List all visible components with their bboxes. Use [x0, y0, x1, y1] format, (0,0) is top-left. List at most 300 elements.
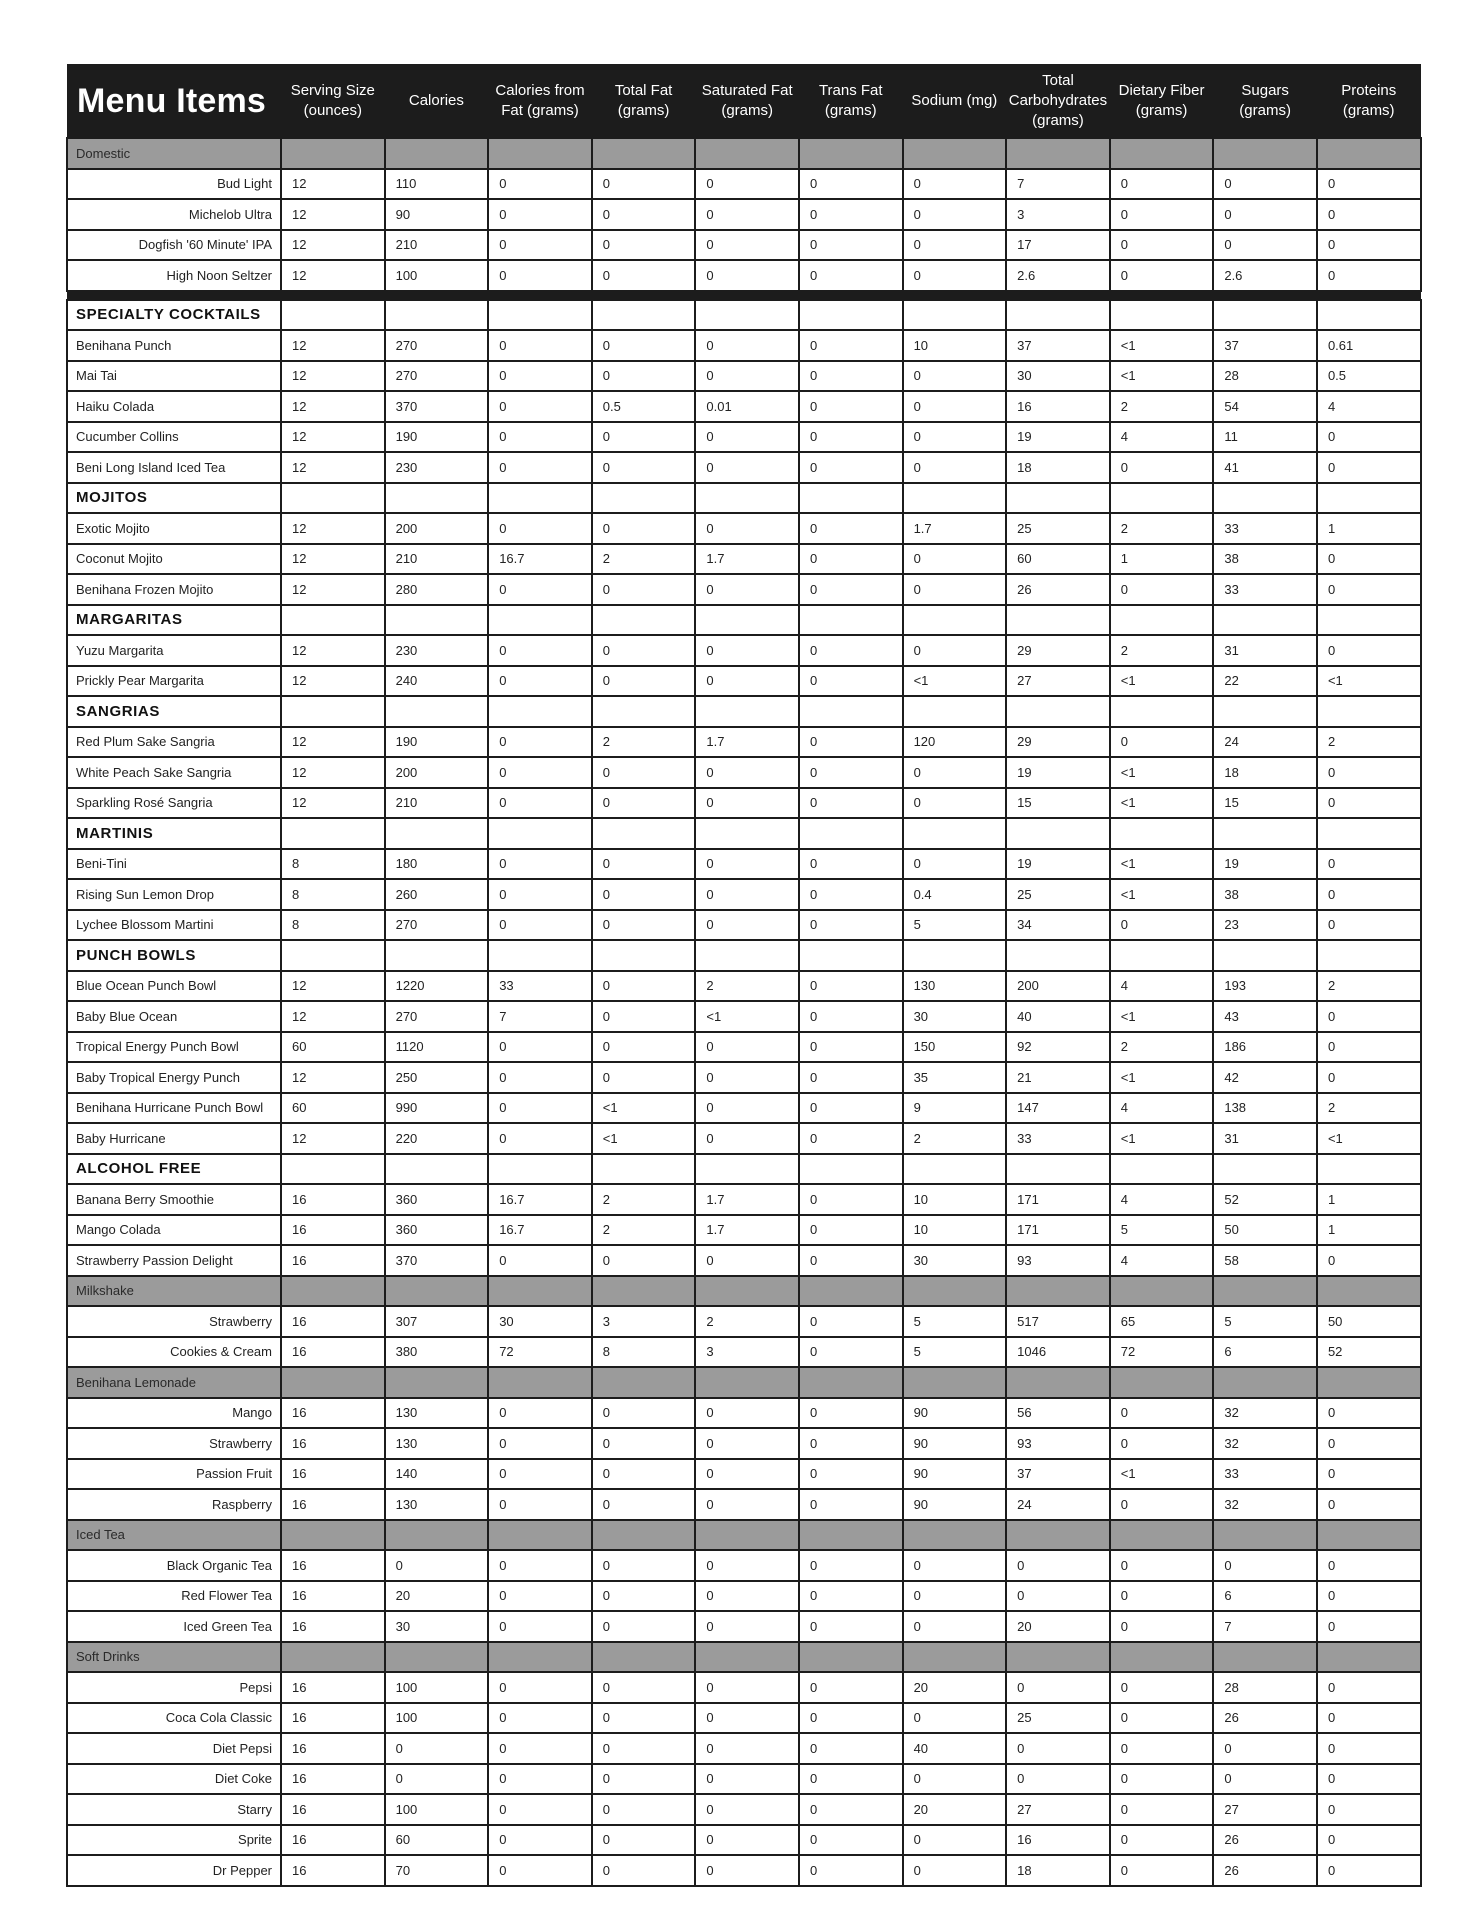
- value-cell: 0: [695, 199, 799, 230]
- value-cell: 24: [1006, 1489, 1110, 1520]
- value-cell: 270: [385, 361, 489, 392]
- item-name: Raspberry: [67, 1489, 281, 1520]
- value-cell: 0: [695, 169, 799, 200]
- value-cell: 16: [281, 1428, 385, 1459]
- value-cell: 0: [592, 1001, 696, 1032]
- value-cell: 0: [695, 1398, 799, 1429]
- value-cell: 40: [903, 1733, 1007, 1764]
- table-row: [67, 1398, 1421, 1429]
- empty-cell: [1317, 1367, 1421, 1398]
- value-cell: 186: [1213, 1032, 1317, 1063]
- empty-cell: [903, 1642, 1007, 1673]
- value-cell: 8: [281, 879, 385, 910]
- value-cell: 60: [1006, 544, 1110, 575]
- value-cell: 18: [1006, 1855, 1110, 1886]
- section-separator: [67, 291, 1421, 300]
- value-cell: 27: [1006, 1794, 1110, 1825]
- value-cell: 0: [799, 230, 903, 261]
- value-cell: 30: [1006, 361, 1110, 392]
- value-cell: 2: [1110, 635, 1214, 666]
- column-header-total-fat: Total Fat (grams): [592, 64, 696, 138]
- table-row: [67, 1215, 1421, 1246]
- value-cell: 16.7: [488, 544, 592, 575]
- table-row: [67, 1245, 1421, 1276]
- value-cell: 90: [903, 1459, 1007, 1490]
- value-cell: 210: [385, 544, 489, 575]
- item-name: Mai Tai: [67, 361, 281, 392]
- empty-cell: [799, 605, 903, 636]
- value-cell: 4: [1110, 1093, 1214, 1124]
- empty-cell: [799, 1520, 903, 1551]
- value-cell: 0: [1110, 1794, 1214, 1825]
- value-cell: 130: [903, 971, 1007, 1002]
- value-cell: 0: [1317, 1428, 1421, 1459]
- value-cell: 0: [799, 361, 903, 392]
- value-cell: 0: [592, 574, 696, 605]
- value-cell: 0: [695, 1093, 799, 1124]
- empty-cell: [1006, 1154, 1110, 1185]
- section-header-row: [67, 1642, 1421, 1673]
- value-cell: 0: [799, 1032, 903, 1063]
- empty-cell: [1110, 300, 1214, 331]
- table-row: [67, 635, 1421, 666]
- value-cell: 0: [1110, 169, 1214, 200]
- item-name: Michelob Ultra: [67, 199, 281, 230]
- value-cell: 270: [385, 1001, 489, 1032]
- value-cell: 0: [1317, 1459, 1421, 1490]
- value-cell: 72: [1110, 1337, 1214, 1368]
- item-name: Red Plum Sake Sangria: [67, 727, 281, 758]
- value-cell: 250: [385, 1062, 489, 1093]
- value-cell: 5: [1213, 1306, 1317, 1337]
- table-title: Menu Items: [67, 64, 281, 138]
- value-cell: 0: [1317, 1032, 1421, 1063]
- table-row: [67, 1794, 1421, 1825]
- value-cell: 0: [1006, 1672, 1110, 1703]
- value-cell: 2: [1110, 513, 1214, 544]
- value-cell: 0: [592, 757, 696, 788]
- empty-cell: [488, 696, 592, 727]
- value-cell: 0: [488, 1825, 592, 1856]
- value-cell: 12: [281, 1062, 385, 1093]
- value-cell: <1: [1110, 879, 1214, 910]
- item-name: Baby Tropical Energy Punch: [67, 1062, 281, 1093]
- value-cell: 0: [799, 574, 903, 605]
- value-cell: 0: [695, 1123, 799, 1154]
- value-cell: 0: [799, 452, 903, 483]
- item-name: Mango Colada: [67, 1215, 281, 1246]
- section-title: MOJITOS: [67, 483, 281, 514]
- value-cell: 6: [1213, 1337, 1317, 1368]
- value-cell: 0: [799, 1550, 903, 1581]
- item-name: Lychee Blossom Martini: [67, 910, 281, 941]
- value-cell: 0: [592, 910, 696, 941]
- value-cell: 0: [488, 849, 592, 880]
- value-cell: 16: [281, 1825, 385, 1856]
- value-cell: 0: [799, 1581, 903, 1612]
- value-cell: 0: [1317, 574, 1421, 605]
- value-cell: 11: [1213, 422, 1317, 453]
- value-cell: 3: [592, 1306, 696, 1337]
- item-name: Benihana Punch: [67, 330, 281, 361]
- empty-cell: [1213, 138, 1317, 169]
- item-name: Starry: [67, 1794, 281, 1825]
- value-cell: 0: [592, 971, 696, 1002]
- value-cell: <1: [1317, 1123, 1421, 1154]
- empty-cell: [488, 1367, 592, 1398]
- value-cell: 0: [799, 879, 903, 910]
- empty-cell: [1006, 818, 1110, 849]
- value-cell: 380: [385, 1337, 489, 1368]
- value-cell: 210: [385, 230, 489, 261]
- table-header-row: [67, 64, 1421, 138]
- value-cell: 0: [592, 849, 696, 880]
- value-cell: 2.6: [1006, 260, 1110, 291]
- value-cell: 32: [1213, 1428, 1317, 1459]
- value-cell: 0: [1110, 230, 1214, 261]
- value-cell: 0: [592, 1489, 696, 1520]
- value-cell: <1: [1317, 666, 1421, 697]
- item-name: Mango: [67, 1398, 281, 1429]
- value-cell: <1: [1110, 849, 1214, 880]
- value-cell: 140: [385, 1459, 489, 1490]
- value-cell: 12: [281, 513, 385, 544]
- value-cell: 0: [695, 1733, 799, 1764]
- value-cell: 12: [281, 452, 385, 483]
- value-cell: 12: [281, 361, 385, 392]
- value-cell: 1: [1110, 544, 1214, 575]
- value-cell: 34: [1006, 910, 1110, 941]
- value-cell: 0: [695, 260, 799, 291]
- value-cell: 16: [281, 1215, 385, 1246]
- value-cell: 0: [592, 1703, 696, 1734]
- value-cell: 0: [488, 1459, 592, 1490]
- value-cell: 0: [1317, 544, 1421, 575]
- value-cell: 21: [1006, 1062, 1110, 1093]
- empty-cell: [385, 483, 489, 514]
- item-name: Diet Coke: [67, 1764, 281, 1795]
- table-row: [67, 879, 1421, 910]
- value-cell: 0: [799, 1825, 903, 1856]
- value-cell: 0: [1317, 757, 1421, 788]
- empty-cell: [1213, 605, 1317, 636]
- value-cell: 0: [695, 513, 799, 544]
- value-cell: 230: [385, 452, 489, 483]
- value-cell: 0: [1317, 635, 1421, 666]
- section-title: Iced Tea: [67, 1520, 281, 1551]
- value-cell: 0: [695, 849, 799, 880]
- value-cell: 100: [385, 1794, 489, 1825]
- value-cell: 2: [903, 1123, 1007, 1154]
- item-name: White Peach Sake Sangria: [67, 757, 281, 788]
- empty-cell: [695, 1367, 799, 1398]
- value-cell: 0: [1317, 1825, 1421, 1856]
- value-cell: 12: [281, 574, 385, 605]
- value-cell: 12: [281, 199, 385, 230]
- empty-cell: [1213, 1367, 1317, 1398]
- empty-cell: [1110, 818, 1214, 849]
- value-cell: 20: [1006, 1611, 1110, 1642]
- value-cell: 0: [799, 727, 903, 758]
- value-cell: 15: [1006, 788, 1110, 819]
- value-cell: 90: [903, 1489, 1007, 1520]
- value-cell: 0: [695, 788, 799, 819]
- value-cell: 0: [488, 391, 592, 422]
- table-row: [67, 757, 1421, 788]
- value-cell: 0: [1317, 1794, 1421, 1825]
- item-name: Benihana Frozen Mojito: [67, 574, 281, 605]
- empty-cell: [281, 818, 385, 849]
- value-cell: 0: [1110, 1825, 1214, 1856]
- value-cell: 171: [1006, 1184, 1110, 1215]
- value-cell: 90: [903, 1398, 1007, 1429]
- value-cell: 0: [488, 1764, 592, 1795]
- value-cell: 307: [385, 1306, 489, 1337]
- item-name: Beni-Tini: [67, 849, 281, 880]
- value-cell: 0: [592, 1825, 696, 1856]
- empty-cell: [695, 1154, 799, 1185]
- value-cell: 0: [488, 1489, 592, 1520]
- item-name: Dr Pepper: [67, 1855, 281, 1886]
- empty-cell: [385, 1520, 489, 1551]
- empty-cell: [799, 940, 903, 971]
- value-cell: 200: [1006, 971, 1110, 1002]
- value-cell: 0: [903, 199, 1007, 230]
- empty-cell: [695, 696, 799, 727]
- value-cell: 0: [1213, 199, 1317, 230]
- value-cell: 0: [695, 1611, 799, 1642]
- value-cell: 5: [903, 1306, 1007, 1337]
- value-cell: 1.7: [695, 1215, 799, 1246]
- empty-cell: [1213, 1276, 1317, 1307]
- value-cell: 16: [281, 1398, 385, 1429]
- value-cell: 15: [1213, 788, 1317, 819]
- value-cell: 0: [1006, 1550, 1110, 1581]
- empty-cell: [385, 940, 489, 971]
- item-name: Coca Cola Classic: [67, 1703, 281, 1734]
- value-cell: 0: [1110, 1398, 1214, 1429]
- item-name: Sprite: [67, 1825, 281, 1856]
- value-cell: 0: [799, 1611, 903, 1642]
- empty-cell: [488, 1642, 592, 1673]
- value-cell: 31: [1213, 635, 1317, 666]
- value-cell: 1.7: [903, 513, 1007, 544]
- value-cell: 0: [1006, 1764, 1110, 1795]
- value-cell: 1120: [385, 1032, 489, 1063]
- empty-cell: [1317, 1520, 1421, 1551]
- empty-cell: [1213, 818, 1317, 849]
- value-cell: 4: [1110, 971, 1214, 1002]
- value-cell: 0: [903, 1611, 1007, 1642]
- empty-cell: [1110, 1276, 1214, 1307]
- value-cell: 29: [1006, 727, 1110, 758]
- item-name: Tropical Energy Punch Bowl: [67, 1032, 281, 1063]
- empty-cell: [385, 1154, 489, 1185]
- value-cell: 35: [903, 1062, 1007, 1093]
- empty-cell: [281, 138, 385, 169]
- value-cell: 0: [1110, 1611, 1214, 1642]
- empty-cell: [1006, 1520, 1110, 1551]
- empty-cell: [799, 696, 903, 727]
- section-title: MARGARITAS: [67, 605, 281, 636]
- value-cell: 0: [695, 1489, 799, 1520]
- value-cell: 0: [695, 1550, 799, 1581]
- value-cell: 2: [1110, 1032, 1214, 1063]
- value-cell: 270: [385, 910, 489, 941]
- table-row: [67, 391, 1421, 422]
- value-cell: 16.7: [488, 1184, 592, 1215]
- value-cell: 0: [799, 260, 903, 291]
- value-cell: 0: [592, 1764, 696, 1795]
- value-cell: 0: [695, 1703, 799, 1734]
- value-cell: 171: [1006, 1215, 1110, 1246]
- value-cell: 0: [799, 1123, 903, 1154]
- table-row: [67, 1032, 1421, 1063]
- section-title: ALCOHOL FREE: [67, 1154, 281, 1185]
- value-cell: 0: [1317, 1581, 1421, 1612]
- value-cell: 130: [385, 1489, 489, 1520]
- empty-cell: [592, 1154, 696, 1185]
- empty-cell: [281, 483, 385, 514]
- value-cell: 0: [1110, 1855, 1214, 1886]
- value-cell: 92: [1006, 1032, 1110, 1063]
- value-cell: 0: [385, 1550, 489, 1581]
- item-name: Yuzu Margarita: [67, 635, 281, 666]
- column-header-total-carbohydrates: Total Carbohydrates (grams): [1006, 64, 1110, 138]
- section-header-row: [67, 1367, 1421, 1398]
- value-cell: 32: [1213, 1398, 1317, 1429]
- value-cell: 33: [1213, 1459, 1317, 1490]
- value-cell: 0: [903, 1764, 1007, 1795]
- section-title: Soft Drinks: [67, 1642, 281, 1673]
- value-cell: 0: [488, 788, 592, 819]
- value-cell: 3: [1006, 199, 1110, 230]
- value-cell: 2: [695, 971, 799, 1002]
- value-cell: 0: [1213, 1733, 1317, 1764]
- value-cell: 210: [385, 788, 489, 819]
- empty-cell: [695, 940, 799, 971]
- value-cell: 0.01: [695, 391, 799, 422]
- value-cell: 26: [1213, 1703, 1317, 1734]
- value-cell: <1: [592, 1123, 696, 1154]
- value-cell: 25: [1006, 513, 1110, 544]
- value-cell: 19: [1006, 757, 1110, 788]
- item-name: Diet Pepsi: [67, 1733, 281, 1764]
- value-cell: 93: [1006, 1245, 1110, 1276]
- column-header-trans-fat: Trans Fat (grams): [799, 64, 903, 138]
- value-cell: 0: [592, 513, 696, 544]
- value-cell: 0: [1317, 1733, 1421, 1764]
- value-cell: 12: [281, 1001, 385, 1032]
- value-cell: 16: [281, 1703, 385, 1734]
- value-cell: 0: [488, 1703, 592, 1734]
- value-cell: <1: [1110, 757, 1214, 788]
- value-cell: 270: [385, 330, 489, 361]
- value-cell: 2: [1317, 1093, 1421, 1124]
- item-name: Dogfish '60 Minute' IPA: [67, 230, 281, 261]
- value-cell: <1: [1110, 1459, 1214, 1490]
- empty-cell: [592, 300, 696, 331]
- empty-cell: [1213, 1642, 1317, 1673]
- value-cell: 990: [385, 1093, 489, 1124]
- value-cell: 25: [1006, 1703, 1110, 1734]
- empty-cell: [903, 1276, 1007, 1307]
- value-cell: 16: [281, 1611, 385, 1642]
- empty-cell: [903, 138, 1007, 169]
- value-cell: 5: [903, 910, 1007, 941]
- value-cell: 12: [281, 230, 385, 261]
- value-cell: 260: [385, 879, 489, 910]
- empty-cell: [1317, 300, 1421, 331]
- column-header-proteins: Proteins (grams): [1317, 64, 1421, 138]
- empty-cell: [1213, 300, 1317, 331]
- table-row: [67, 1581, 1421, 1612]
- value-cell: 60: [385, 1825, 489, 1856]
- value-cell: <1: [1110, 1123, 1214, 1154]
- value-cell: 0: [1317, 1001, 1421, 1032]
- empty-cell: [592, 818, 696, 849]
- value-cell: 0: [1317, 452, 1421, 483]
- value-cell: 0: [488, 169, 592, 200]
- empty-cell: [1317, 1276, 1421, 1307]
- value-cell: 32: [1213, 1489, 1317, 1520]
- value-cell: 0: [488, 1398, 592, 1429]
- empty-cell: [903, 1154, 1007, 1185]
- empty-cell: [592, 1276, 696, 1307]
- value-cell: 30: [903, 1001, 1007, 1032]
- value-cell: 5: [903, 1337, 1007, 1368]
- value-cell: 50: [1213, 1215, 1317, 1246]
- table-row: [67, 330, 1421, 361]
- item-name: Baby Hurricane: [67, 1123, 281, 1154]
- value-cell: 0: [592, 330, 696, 361]
- value-cell: 8: [281, 910, 385, 941]
- value-cell: 100: [385, 1703, 489, 1734]
- value-cell: 130: [385, 1428, 489, 1459]
- empty-cell: [1317, 940, 1421, 971]
- value-cell: 7: [1006, 169, 1110, 200]
- value-cell: 19: [1006, 849, 1110, 880]
- table-row: [67, 452, 1421, 483]
- value-cell: 4: [1110, 422, 1214, 453]
- empty-cell: [1006, 483, 1110, 514]
- value-cell: 0: [903, 1550, 1007, 1581]
- table-row: [67, 666, 1421, 697]
- value-cell: 33: [1213, 513, 1317, 544]
- value-cell: 0: [695, 1581, 799, 1612]
- value-cell: 2: [695, 1306, 799, 1337]
- value-cell: 0: [799, 330, 903, 361]
- column-header-sugars: Sugars (grams): [1213, 64, 1317, 138]
- value-cell: 0: [1110, 1764, 1214, 1795]
- value-cell: 2: [1317, 971, 1421, 1002]
- value-cell: 0: [903, 788, 1007, 819]
- value-cell: 0: [903, 635, 1007, 666]
- value-cell: 0: [592, 1062, 696, 1093]
- value-cell: 0: [592, 1032, 696, 1063]
- value-cell: 38: [1213, 544, 1317, 575]
- empty-cell: [903, 696, 1007, 727]
- empty-cell: [695, 138, 799, 169]
- value-cell: 1046: [1006, 1337, 1110, 1368]
- value-cell: 130: [385, 1398, 489, 1429]
- empty-cell: [1213, 483, 1317, 514]
- value-cell: 0: [1213, 230, 1317, 261]
- value-cell: 93: [1006, 1428, 1110, 1459]
- value-cell: 17: [1006, 230, 1110, 261]
- item-name: Iced Green Tea: [67, 1611, 281, 1642]
- value-cell: 5: [1110, 1215, 1214, 1246]
